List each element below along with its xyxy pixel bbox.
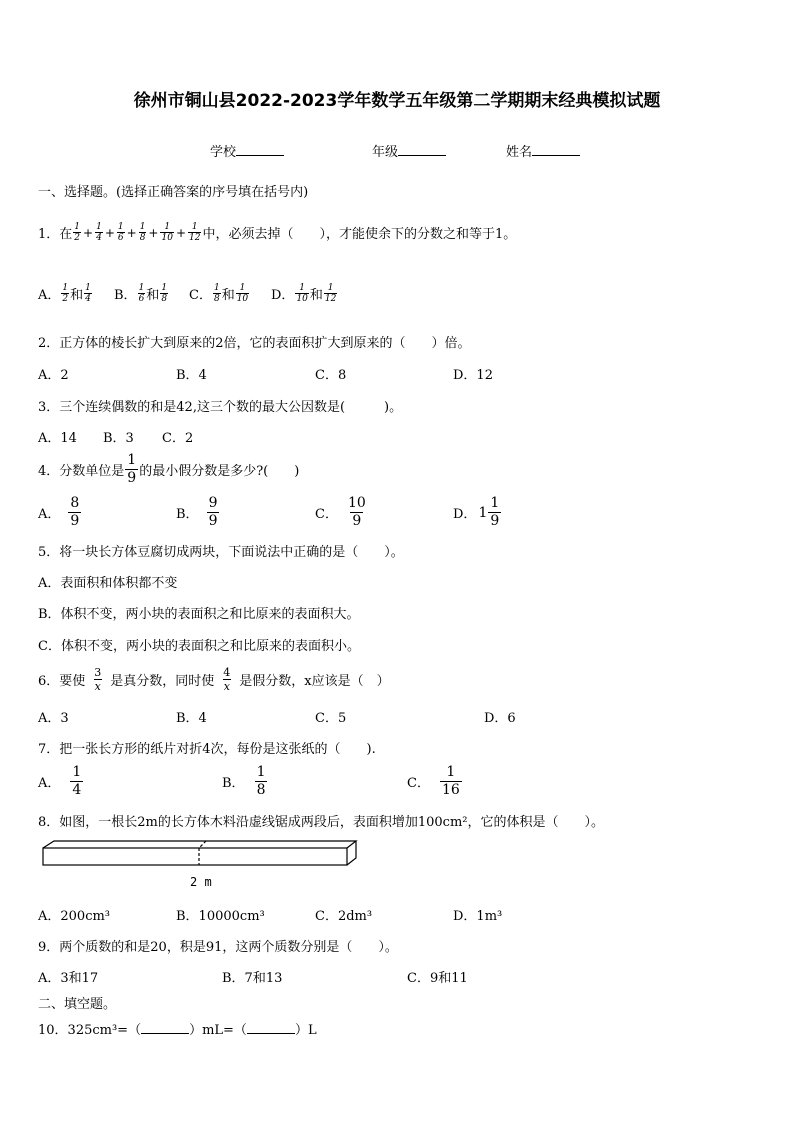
plus-sign: + (104, 225, 115, 240)
option-2d[interactable]: D．12 (453, 368, 493, 383)
fraction-1-2: $\frac{1}{2}$ (74, 222, 81, 243)
fraction-1-8: $\frac{1}{8}$ (139, 222, 146, 243)
fraction-1-10: $\frac{1}{10}$ (161, 222, 173, 243)
fraction-unit: $\frac{1}{9}$ (127, 452, 137, 486)
question-4: 4．分数单位是 $\frac{1}{9}$ 的最小假分数是多少?( ) (38, 452, 300, 486)
option-8d[interactable]: D．1m³ (453, 909, 503, 924)
question-text: 中，必须去掉（ ），才能使余下的分数之和等于1。 (202, 227, 517, 242)
page-title: 徐州市铜山县2022-2023学年数学五年级第二学期期末经典模拟试题 (133, 91, 661, 111)
grade-field (372, 141, 446, 160)
fraction-4-x: $\frac{4}{x}$ (223, 666, 231, 693)
question-10: 10．325cm³=（ ）mL=（ ）L (38, 1023, 317, 1038)
name-field (506, 141, 580, 160)
beam-figure (40, 838, 362, 872)
fraction-1-12: $\frac{1}{12}$ (189, 222, 201, 243)
option-5b[interactable]: B．体积不变，两小块的表面积之和比原来的表面积大。 (38, 607, 360, 622)
option-1a[interactable]: A． $\frac{1}{2}$ 和 $\frac{1}{4}$ (38, 283, 91, 304)
question-7: 7．把一张长方形的纸片对折4次，每份是这张纸的（ ). (38, 742, 376, 757)
option-9c[interactable]: C．9和11 (407, 971, 468, 986)
plus-sign: + (83, 225, 94, 240)
school-blank[interactable] (236, 143, 284, 156)
option-1b[interactable]: B． $\frac{1}{6}$ 和 $\frac{1}{8}$ (114, 283, 168, 304)
option-9b[interactable]: B．7和13 (222, 971, 283, 986)
plus-sign: + (126, 225, 137, 240)
option-2b[interactable]: B．4 (176, 368, 207, 383)
question-8: 8．如图，一根长2m的长方体木料沿虚线锯成两段后，表面积增加100cm²，它的体积是（ ）。 (38, 815, 605, 830)
option-1c[interactable]: C． $\frac{1}{8}$ 和 $\frac{1}{10}$ (189, 283, 249, 304)
option-5a[interactable]: A．表面积和体积都不变 (38, 576, 178, 591)
option-7b[interactable]: B． $\frac{1}{8}$ (222, 764, 266, 798)
option-7a[interactable]: A． $\frac{1}{4}$ (38, 764, 82, 798)
option-6c[interactable]: C．5 (315, 711, 347, 726)
option-4a[interactable]: A． $\frac{8}{9}$ (38, 495, 80, 529)
plus-sign: + (175, 225, 186, 240)
option-8b[interactable]: B．10000cm³ (176, 909, 265, 924)
plus-sign: + (148, 225, 159, 240)
question-text: 在 (59, 227, 73, 242)
beam-top-face (43, 841, 356, 848)
section-heading-fill: 二、填空题。 (38, 997, 117, 1012)
grade-label: 年级 (372, 145, 399, 160)
option-2a[interactable]: A．2 (38, 368, 69, 383)
fraction-1-6: $\frac{1}{6}$ (117, 222, 124, 243)
option-8c[interactable]: C．2dm³ (315, 909, 373, 924)
fraction-3-x: $\frac{3}{x}$ (94, 666, 102, 693)
question-3: 3．三个连续偶数的和是42,这三个数的最大公因数是( )。 (38, 400, 403, 415)
beam-length-label: 2 m (190, 875, 212, 889)
beam-front-face (43, 848, 347, 865)
option-4b[interactable]: B． $\frac{9}{9}$ (176, 495, 218, 529)
option-6a[interactable]: A．3 (38, 711, 69, 726)
option-6b[interactable]: B．4 (176, 711, 207, 726)
fraction-1-4: $\frac{1}{4}$ (96, 222, 102, 243)
option-7c[interactable]: C． $\frac{1}{16}$ (407, 764, 460, 798)
question-1 (38, 222, 516, 243)
option-4c[interactable]: C． $\frac{10}{9}$ (315, 495, 366, 529)
option-9a[interactable]: A．3和17 (38, 971, 99, 986)
answer-blank-l[interactable] (247, 1021, 295, 1034)
name-label: 姓名 (506, 145, 533, 160)
school-field (210, 141, 284, 160)
option-8a[interactable]: A．200cm³ (38, 909, 111, 924)
option-5c[interactable]: C．体积不变，两小块的表面积之和比原来的表面积小。 (38, 639, 360, 654)
question-number: 1． (38, 227, 60, 242)
option-2c[interactable]: C．8 (315, 368, 347, 383)
option-3b[interactable]: B．3 (103, 431, 134, 446)
question-9: 9．两个质数的和是20，积是91，这两个质数分别是（ ）。 (38, 940, 398, 955)
question-6: 6．要使 $\frac{3}{x}$ 是真分数，同时使 $\frac{4}{x}$ 是假分数，x应该是（ ） (38, 666, 390, 693)
grade-blank[interactable] (398, 143, 446, 156)
option-4d[interactable]: D． 1 $\frac{1}{9}$ (453, 495, 500, 529)
option-3c[interactable]: C．2 (162, 431, 194, 446)
option-1d[interactable]: D． $\frac{1}{10}$ 和 $\frac{1}{12}$ (271, 283, 337, 304)
answer-blank-ml[interactable] (141, 1021, 189, 1034)
name-blank[interactable] (532, 143, 580, 156)
option-3a[interactable]: A．14 (38, 431, 77, 446)
school-label: 学校 (210, 145, 237, 160)
question-5: 5．将一块长方体豆腐切成两块，下面说法中正确的是（ ）。 (38, 545, 404, 560)
section-heading-choice: 一、选择题。(选择正确答案的序号填在括号内) (38, 185, 309, 200)
question-2: 2．正方体的棱长扩大到原来的2倍，它的表面积扩大到原来的（ ）倍。 (38, 336, 471, 351)
option-6d[interactable]: D．6 (484, 711, 516, 726)
cut-line-top (199, 841, 206, 848)
